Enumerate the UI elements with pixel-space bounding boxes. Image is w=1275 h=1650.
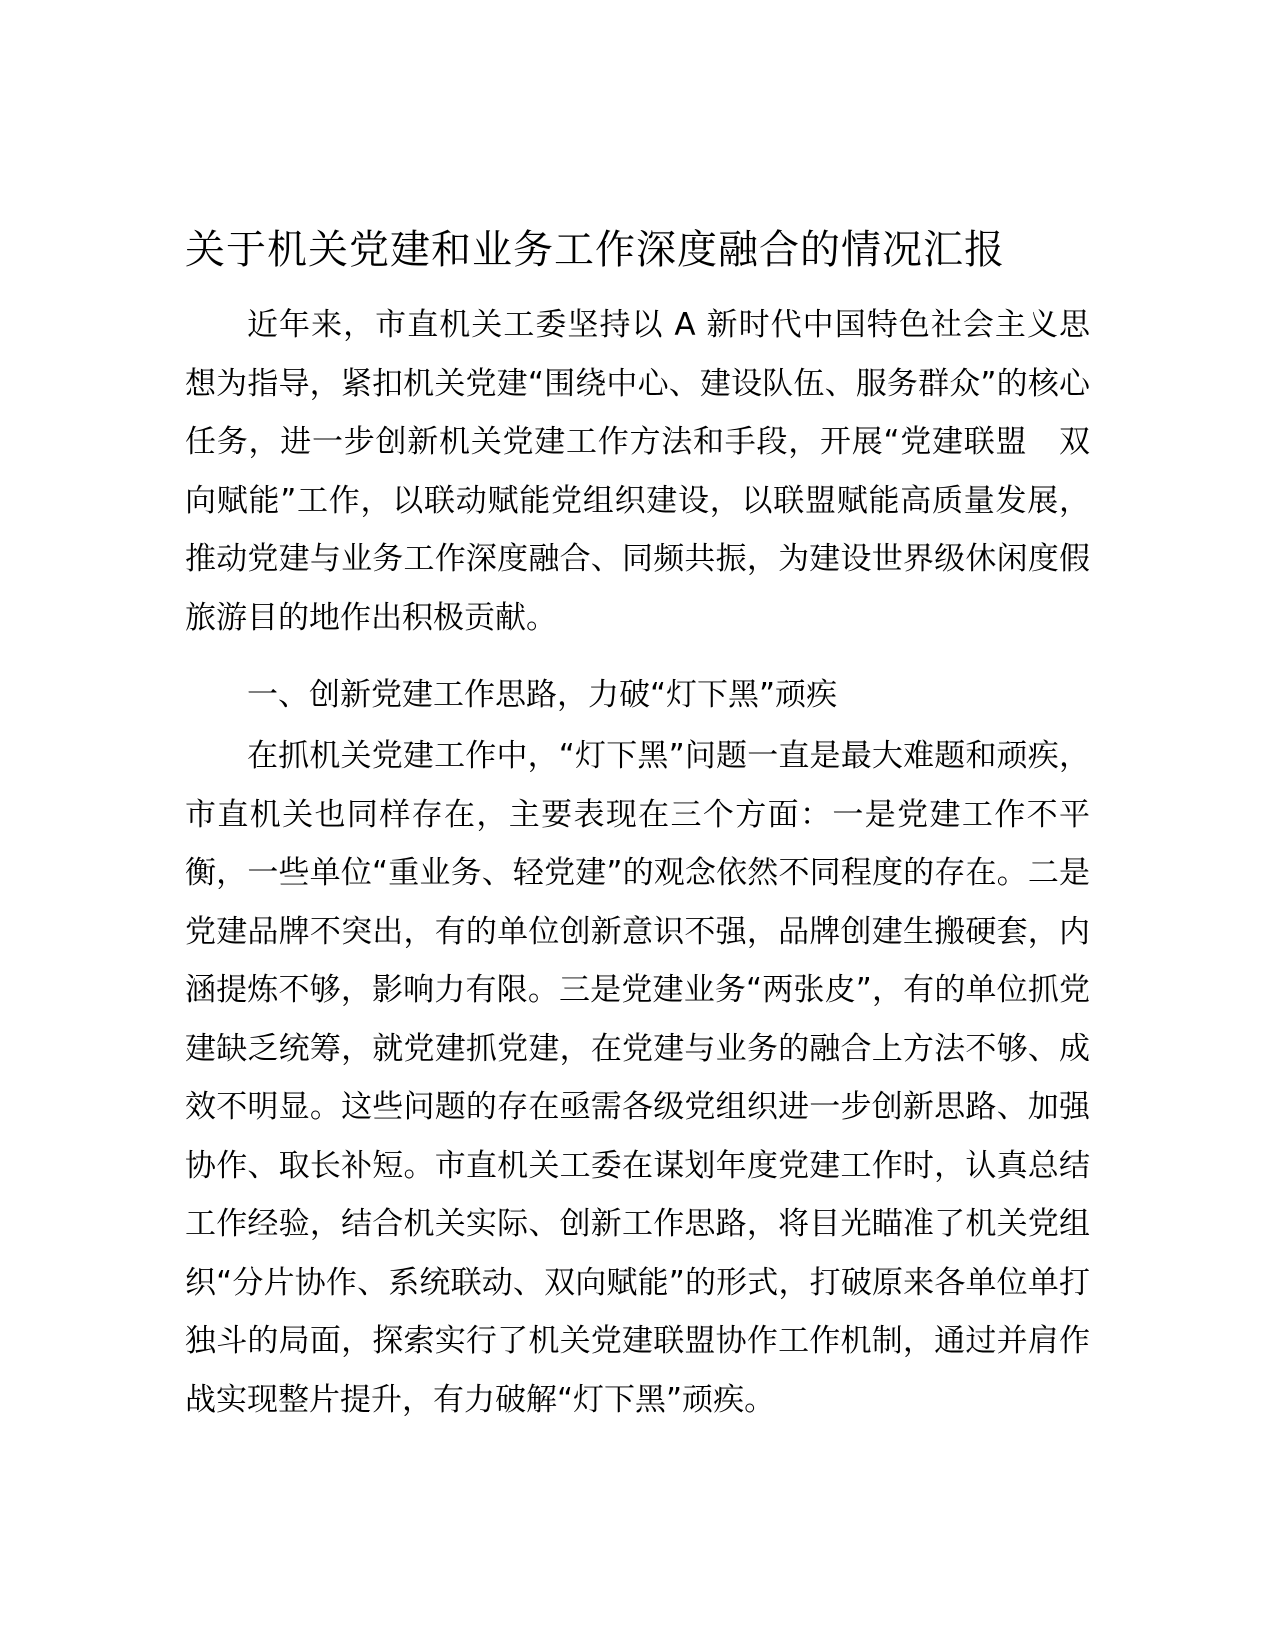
- section-1-paragraph: 在抓机关党建工作中，“灯下黑”问题一直是最大难题和顽疾，市直机关也同样存在，主要表现在三个方面：一是党建工作不平衡，一些单位“重业务、轻党建”的观念依然不同程度的存在。二是党建品牌不突出，有的单位创新意识不强，品牌创建生搬硬套，内涵提炼不够，影响力有限。三是党建业务“两张皮”，有的单位抓党建缺乏统筹，就党建抓党建，在党建与业务的融合上方法不够、成效不明显。这些问题的存在亟需各级党组织进一步创新思路、加强协作、取长补短。市直机关工委在谋划年度党建工作时，认真总结工作经验，结合机关实际、创新工作思路，将目光瞄准了机关党组织“分片协作、系统联动、双向赋能”的形式，打破原来各单位单打独斗的局面，探索实行了机关党建联盟协作工作机制，通过并肩作战实现整片提升，有力破解“灯下黑”顽疾。: [185, 738, 1090, 1418]
- document-title: 关于机关党建和业务工作深度融合的情况汇报: [185, 227, 1005, 273]
- intro-paragraph: 近年来，市直机关工委坚持以 A 新时代中国特色社会主义思想为指导，紧扣机关党建“围绕中心、建设队伍、服务群众”的核心任务，进一步创新机关党建工作方法和手段，开展“党建联盟 双向赋能”工作，以联动赋能党组织建设，以联盟赋能高质量发展，推动党建与业务工作深度融合、同频共振，为建设世界级休闲度假旅游目的地作出积极贡献。: [185, 307, 1090, 636]
- section-heading-1: 一、创新党建工作思路，力破“灯下黑”顽疾: [247, 677, 838, 713]
